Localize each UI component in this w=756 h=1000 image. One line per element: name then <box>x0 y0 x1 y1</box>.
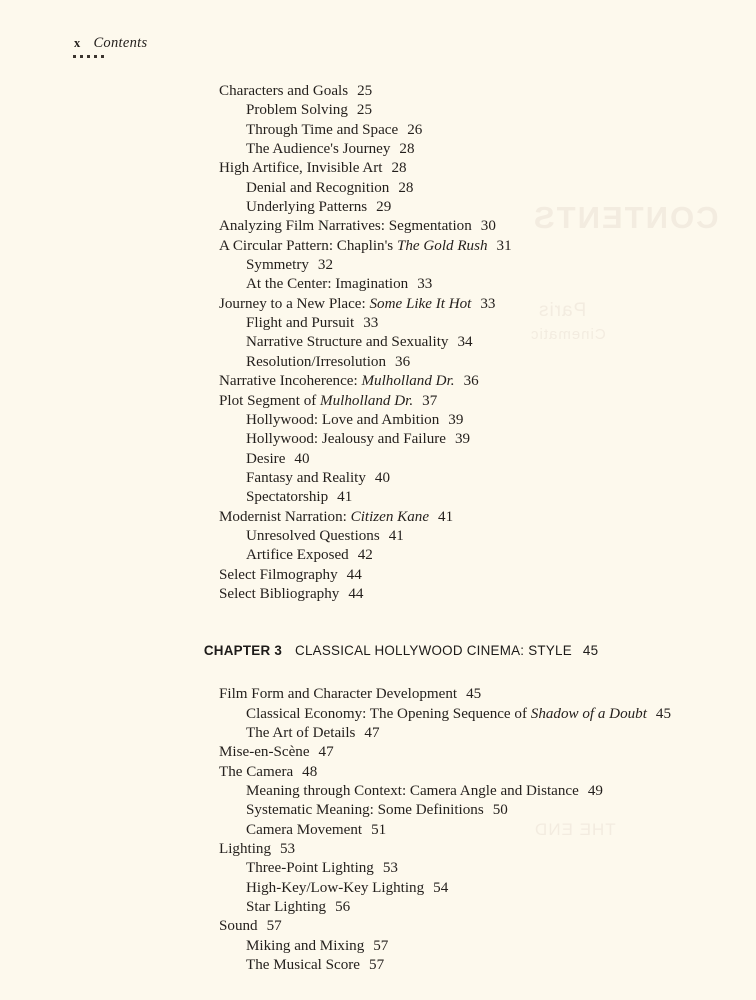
toc-entry-title: Characters and Goals <box>219 83 349 99</box>
page-bleed-through-a: CONTENTS <box>531 200 718 235</box>
toc-entry[interactable] <box>0 198 756 217</box>
toc-entry[interactable] <box>0 101 756 120</box>
ornament-square <box>73 55 76 58</box>
toc-entry-page-number: 36 <box>463 373 479 390</box>
toc-entry[interactable] <box>0 121 756 140</box>
toc-entries-after-chapter <box>0 685 756 975</box>
toc-entry-page-number: 29 <box>376 199 392 216</box>
toc-entry-page-number: 50 <box>492 802 508 819</box>
toc-entry-title: Desire <box>246 450 286 467</box>
toc-entry-film-title: Citizen Kane <box>350 508 430 525</box>
toc-entry-title: Journey to a New Place: <box>219 295 370 312</box>
toc-entry-title: Hollywood: Jealousy and Failure <box>246 431 446 448</box>
toc-entry-title: Artifice Exposed <box>246 547 349 564</box>
toc-entry[interactable] <box>0 508 756 527</box>
toc-list <box>0 82 756 975</box>
toc-entry-film-title: Some Like It Hot <box>369 295 472 312</box>
toc-entry-page-number: 25 <box>356 102 372 119</box>
toc-entry-page-number: 47 <box>318 744 334 761</box>
toc-entry-page-number: 34 <box>457 334 473 351</box>
ornament-square <box>101 55 104 58</box>
toc-entry[interactable] <box>0 217 756 236</box>
ornament-square <box>80 55 83 58</box>
toc-entry[interactable] <box>0 782 756 801</box>
toc-entry-title: Lighting <box>219 841 271 858</box>
toc-entry-page-number: 40 <box>294 450 310 467</box>
toc-entry-title: Meaning through Context: Camera Angle and Distance <box>246 783 579 799</box>
toc-entry-title: Modernist Narration: <box>219 508 351 525</box>
toc-entry-title: Fantasy and Reality <box>246 469 366 486</box>
chapter-heading <box>0 628 756 673</box>
toc-entry-title: High-Key/Low-Key Lighting <box>246 879 425 896</box>
toc-entry-page-number: 57 <box>266 918 282 935</box>
ornament-square <box>94 55 97 58</box>
toc-entry-page-number: 54 <box>433 879 449 896</box>
toc-entry-page-number: 25 <box>357 83 373 99</box>
toc-entry[interactable] <box>0 879 756 898</box>
toc-entry-page-number: 39 <box>448 411 464 428</box>
ornament-square <box>87 55 90 58</box>
toc-entry-title: Three-Point Lighting <box>246 860 374 877</box>
toc-entry[interactable] <box>0 527 756 546</box>
toc-entry[interactable] <box>0 917 756 936</box>
toc-entry[interactable] <box>0 488 756 507</box>
toc-entry[interactable] <box>0 353 756 372</box>
toc-entry-title: Miking and Mixing <box>246 937 365 954</box>
toc-entry-page-number: 44 <box>346 566 362 583</box>
toc-entry-page-number: 37 <box>422 392 438 409</box>
toc-entry-title: Mise-en-Scène <box>219 744 310 761</box>
toc-entry-title: Camera Movement <box>246 821 363 838</box>
toc-entry-page-number: 53 <box>382 860 398 877</box>
toc-entry-title: The Musical Score <box>246 957 361 974</box>
toc-entry-page-number: 45 <box>655 705 672 722</box>
toc-entry-film-title: Mulholland Dr. <box>320 392 414 409</box>
toc-entry-title: Analyzing Film Narratives: Segmentation <box>219 218 472 235</box>
toc-entry-page-number: 32 <box>317 257 333 274</box>
toc-entries-before-chapter <box>0 82 756 604</box>
toc-entry[interactable] <box>0 956 756 975</box>
page-folio: x <box>74 36 81 50</box>
toc-entry[interactable] <box>0 256 756 275</box>
toc-entry[interactable] <box>0 295 756 314</box>
toc-entry-title: Spectatorship <box>246 489 329 506</box>
toc-entry[interactable] <box>0 469 756 488</box>
toc-entry-page-number: 45 <box>466 686 482 703</box>
toc-entry[interactable] <box>0 898 756 917</box>
toc-entry[interactable] <box>0 411 756 430</box>
toc-entry-page-number: 57 <box>369 957 385 974</box>
toc-entry-page-number: 28 <box>398 179 414 196</box>
ornament-dot-rule <box>73 55 104 58</box>
toc-entry[interactable] <box>0 859 756 878</box>
running-head-label: Contents <box>93 35 148 51</box>
toc-entry-page-number: 56 <box>335 899 351 916</box>
toc-entry-title: The Audience's Journey <box>246 141 391 158</box>
toc-entry-page-number: 42 <box>357 547 373 564</box>
toc-entry-page-number: 48 <box>302 763 318 780</box>
toc-entry-page-number: 36 <box>395 353 411 370</box>
chapter-page-number: 45 <box>582 643 599 659</box>
toc-entry-page-number: 41 <box>438 508 454 525</box>
toc-entry-title: Classical Economy: The Opening Sequence of <box>246 705 531 722</box>
toc-entry[interactable] <box>0 450 756 469</box>
toc-entry-page-number: 33 <box>417 276 433 293</box>
page-bleed-through-d: THE END <box>534 820 616 839</box>
page-bleed-through-c: Cinematic <box>530 326 606 343</box>
toc-entry-page-number: 33 <box>363 315 379 332</box>
toc-entry[interactable] <box>0 392 756 411</box>
toc-entry-title: High Artifice, Invisible Art <box>219 160 383 177</box>
toc-entry-title: Resolution/Irresolution <box>246 353 387 370</box>
toc-entry-title: Narrative Structure and Sexuality <box>246 334 449 351</box>
toc-entry-title: Plot Segment of <box>219 392 321 409</box>
toc-entry-page-number: 33 <box>480 295 496 312</box>
toc-entry-page-number: 26 <box>407 121 423 138</box>
toc-entry[interactable] <box>0 801 756 820</box>
toc-entry-page-number: 28 <box>399 141 415 158</box>
toc-entry[interactable] <box>0 430 756 449</box>
toc-entry-title: The Camera <box>219 763 294 780</box>
toc-entry-title: Underlying Patterns <box>246 199 368 216</box>
toc-entry-page-number: 39 <box>454 431 471 448</box>
toc-entry-page-number: 41 <box>388 527 404 544</box>
toc-entry-page-number: 51 <box>371 821 387 838</box>
toc-entry-page-number: 30 <box>480 218 496 235</box>
toc-entry[interactable] <box>0 840 756 859</box>
toc-entry-title: Unresolved Questions <box>246 527 380 544</box>
toc-entry-title: Through Time and Space <box>246 121 399 138</box>
toc-entry-film-title: Shadow of a Doubt <box>530 705 647 722</box>
toc-entry-title: Film Form and Character Development <box>219 686 458 703</box>
toc-entry-title: Select Filmography <box>219 566 338 583</box>
toc-entry-title: Hollywood: Love and Ambition <box>246 411 440 428</box>
toc-entry-page-number: 53 <box>280 841 296 858</box>
toc-entry[interactable] <box>0 821 756 840</box>
toc-entry[interactable] <box>0 159 756 178</box>
toc-entry-page-number: 44 <box>348 585 364 602</box>
toc-entry[interactable] <box>0 705 756 724</box>
toc-entry-title: Systematic Meaning: Some Definitions <box>246 802 484 819</box>
toc-entry-title: Sound <box>219 918 258 935</box>
toc-entry[interactable] <box>0 685 756 704</box>
toc-entry[interactable] <box>0 724 756 743</box>
toc-entry-film-title: The Gold Rush <box>396 237 488 254</box>
toc-entry[interactable] <box>0 140 756 159</box>
toc-entry-title: Select Bibliography <box>219 585 340 602</box>
toc-entry[interactable] <box>0 546 756 565</box>
toc-entry[interactable] <box>0 763 756 782</box>
toc-entry[interactable] <box>0 937 756 956</box>
toc-entry-title: Denial and Recognition <box>246 179 390 196</box>
toc-entry-page-number: 57 <box>373 937 389 954</box>
toc-entry[interactable] <box>0 275 756 294</box>
toc-entry-title: The Art of Details <box>246 724 356 741</box>
toc-entry-title: A Circular Pattern: Chaplin's <box>219 237 397 254</box>
toc-entry-page-number: 31 <box>496 237 512 254</box>
toc-entry-title: Symmetry <box>246 257 309 274</box>
toc-entry-title: At the Center: Imagination <box>246 276 409 293</box>
toc-entry[interactable] <box>0 82 756 101</box>
toc-entry-page-number: 49 <box>587 783 603 799</box>
toc-entry-page-number: 28 <box>391 160 407 177</box>
toc-entry-title: Flight and Pursuit <box>246 315 355 332</box>
toc-entry[interactable] <box>0 237 756 256</box>
page-bleed-through-b: Paris <box>537 300 586 321</box>
toc-entry[interactable] <box>0 566 756 585</box>
toc-entry-page-number: 41 <box>337 489 353 506</box>
chapter-number: CHAPTER 3 <box>203 643 283 659</box>
toc-entry-page-number: 40 <box>374 469 390 486</box>
toc-entry-page-number: 47 <box>364 724 380 741</box>
toc-entry-title: Star Lighting <box>246 899 327 916</box>
toc-entry-title: Narrative Incoherence: <box>219 373 362 390</box>
toc-entry[interactable] <box>0 743 756 762</box>
running-head <box>74 35 147 52</box>
toc-entry[interactable] <box>0 585 756 604</box>
toc-entry[interactable] <box>0 333 756 352</box>
toc-entry-title: Problem Solving <box>246 102 348 119</box>
toc-entry[interactable] <box>0 314 756 333</box>
chapter-title: CLASSICAL HOLLYWOOD CINEMA: STYLE <box>295 643 572 659</box>
toc-entry[interactable] <box>0 372 756 391</box>
toc-entry-film-title: Mulholland Dr. <box>361 373 455 390</box>
toc-entry[interactable] <box>0 179 756 198</box>
